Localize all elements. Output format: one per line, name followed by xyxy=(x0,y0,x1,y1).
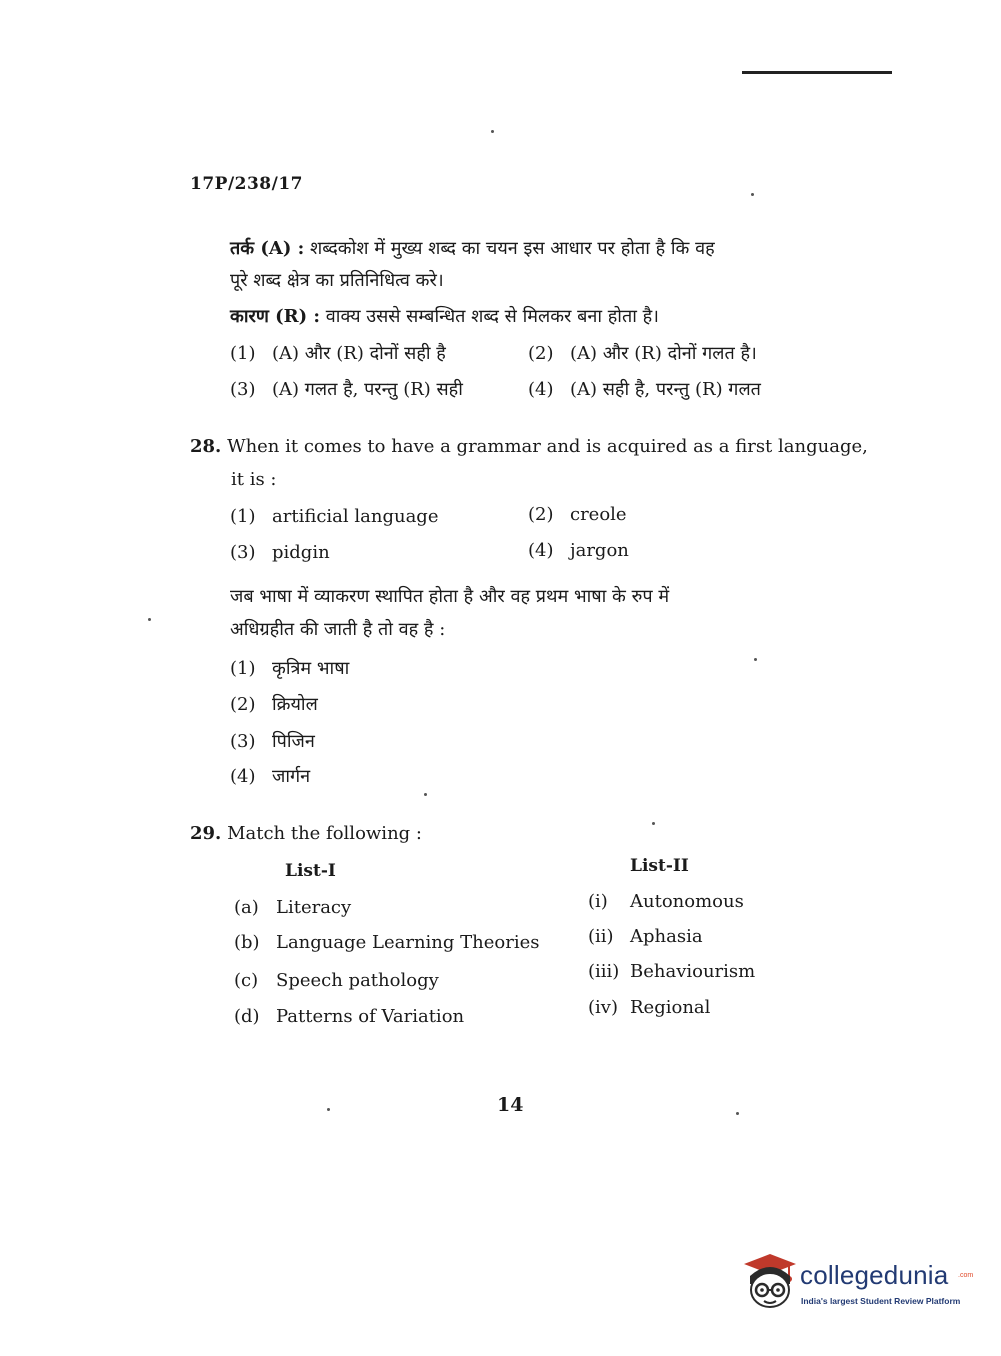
list-item-text: Language Learning Theories xyxy=(276,932,540,953)
option-text: जार्गन xyxy=(272,766,311,787)
q29-question xyxy=(190,823,422,844)
option-text: jargon xyxy=(570,540,629,561)
q28-hindi-line-2: अधिग्रहीत की जाती है तो वह है : xyxy=(230,619,446,640)
list-1-item xyxy=(234,932,540,953)
option-number: (3) xyxy=(230,542,256,563)
q28-option-en-3 xyxy=(230,542,330,563)
q28-hindi-line-1: जब भाषा में व्याकरण स्थापित होता है और वह प्रथम भाषा के रुप में xyxy=(230,586,670,607)
q27-assertion-text-1: शब्दकोश में मुख्य शब्द का चयन इस आधार पर होता है कि वह xyxy=(310,238,715,259)
q28-question-line-2: it is : xyxy=(231,469,277,490)
q28-option-en-1 xyxy=(230,506,438,527)
paper-code: 17P/238/17 xyxy=(190,174,304,194)
list-item-text: Speech pathology xyxy=(276,970,439,991)
list-item-label: (d) xyxy=(234,1006,260,1027)
q28-number: 28. xyxy=(190,436,222,457)
logo-name: collegedunia xyxy=(800,1260,949,1290)
q29-question-text: Match the following : xyxy=(227,823,422,844)
list-2-item xyxy=(588,997,710,1018)
list-item-text: Behaviourism xyxy=(630,961,756,982)
q27-option-2 xyxy=(528,341,757,365)
scan-speck xyxy=(148,618,151,621)
option-text: (A) और (R) दोनों गलत है। xyxy=(570,343,757,364)
logo-tagline: India's largest Student Review Platform xyxy=(801,1296,961,1306)
option-number: (3) xyxy=(230,379,256,400)
mascot-icon xyxy=(740,1250,798,1312)
page-number: 14 xyxy=(497,1094,524,1116)
q28-option-hi-1 xyxy=(230,656,349,680)
q27-reason-label: कारण (R) : xyxy=(230,306,321,327)
option-text: (A) और (R) दोनों सही है xyxy=(272,343,446,364)
collegedunia-logo xyxy=(740,1250,974,1325)
list-item-text: Aphasia xyxy=(630,926,703,947)
list-2-title: List-II xyxy=(630,856,689,876)
list-1-item xyxy=(234,970,439,991)
option-number: (3) xyxy=(230,731,256,752)
option-number: (2) xyxy=(528,343,554,364)
option-text: pidgin xyxy=(272,542,330,563)
option-text: artificial language xyxy=(272,506,439,527)
list-item-text: Literacy xyxy=(276,897,352,918)
list-item-label: (iii) xyxy=(588,961,620,982)
scan-speck xyxy=(754,658,757,661)
list-1-item xyxy=(234,897,351,918)
scan-speck xyxy=(491,130,494,133)
option-text: (A) गलत है, परन्तु (R) सही xyxy=(272,379,463,400)
scan-speck xyxy=(652,822,655,825)
q27-reason-text: वाक्य उससे सम्बन्धित शब्द से मिलकर बना होता है। xyxy=(325,306,659,327)
scan-speck xyxy=(751,193,754,196)
list-1-title: List-I xyxy=(285,861,336,881)
top-rule xyxy=(742,71,892,74)
option-number: (4) xyxy=(230,766,256,787)
list-2-item xyxy=(588,891,744,912)
q28-option-en-2 xyxy=(528,504,627,525)
option-number: (1) xyxy=(230,506,256,527)
option-number: (4) xyxy=(528,540,554,561)
option-text: (A) सही है, परन्तु (R) गलत xyxy=(570,379,761,400)
q27-option-3 xyxy=(230,377,463,401)
option-number: (2) xyxy=(528,504,554,525)
list-item-label: (i) xyxy=(588,891,608,912)
option-number: (2) xyxy=(230,694,256,715)
q28-option-hi-4 xyxy=(230,764,310,788)
option-number: (1) xyxy=(230,343,256,364)
scan-speck xyxy=(327,1108,330,1111)
q29-number: 29. xyxy=(190,823,222,844)
list-item-label: (ii) xyxy=(588,926,614,947)
list-item-label: (b) xyxy=(234,932,260,953)
q28-question xyxy=(190,436,868,457)
option-number: (1) xyxy=(230,658,256,679)
scan-speck xyxy=(424,793,427,796)
option-number: (4) xyxy=(528,379,554,400)
option-text: कृत्रिम भाषा xyxy=(272,658,350,679)
option-text: क्रियोल xyxy=(272,694,318,715)
q28-option-hi-3 xyxy=(230,729,315,753)
q27-reason xyxy=(230,304,659,328)
q27-assertion-text-2: पूरे शब्द क्षेत्र का प्रतिनिधित्व करे। xyxy=(230,270,444,291)
q27-option-1 xyxy=(230,341,446,365)
q27-assertion-label: तर्क (A) : xyxy=(230,238,305,259)
q28-option-hi-2 xyxy=(230,692,318,716)
list-item-text: Autonomous xyxy=(630,891,744,912)
list-item-label: (c) xyxy=(234,970,259,991)
list-item-label: (iv) xyxy=(588,997,618,1018)
list-item-label: (a) xyxy=(234,897,259,918)
list-item-text: Patterns of Variation xyxy=(276,1006,465,1027)
list-2-item xyxy=(588,926,703,947)
q28-question-line-1: When it comes to have a grammar and is acquired as a first language, xyxy=(227,436,868,457)
option-text: creole xyxy=(570,504,627,525)
list-1-item xyxy=(234,1006,464,1027)
logo-suffix: .com xyxy=(958,1272,974,1279)
option-text: पिजिन xyxy=(272,731,315,752)
list-item-text: Regional xyxy=(630,997,711,1018)
scan-speck xyxy=(736,1112,739,1115)
q27-option-4 xyxy=(528,377,761,401)
list-2-item xyxy=(588,961,755,982)
q28-option-en-4 xyxy=(528,540,629,561)
q27-assertion xyxy=(230,236,715,260)
